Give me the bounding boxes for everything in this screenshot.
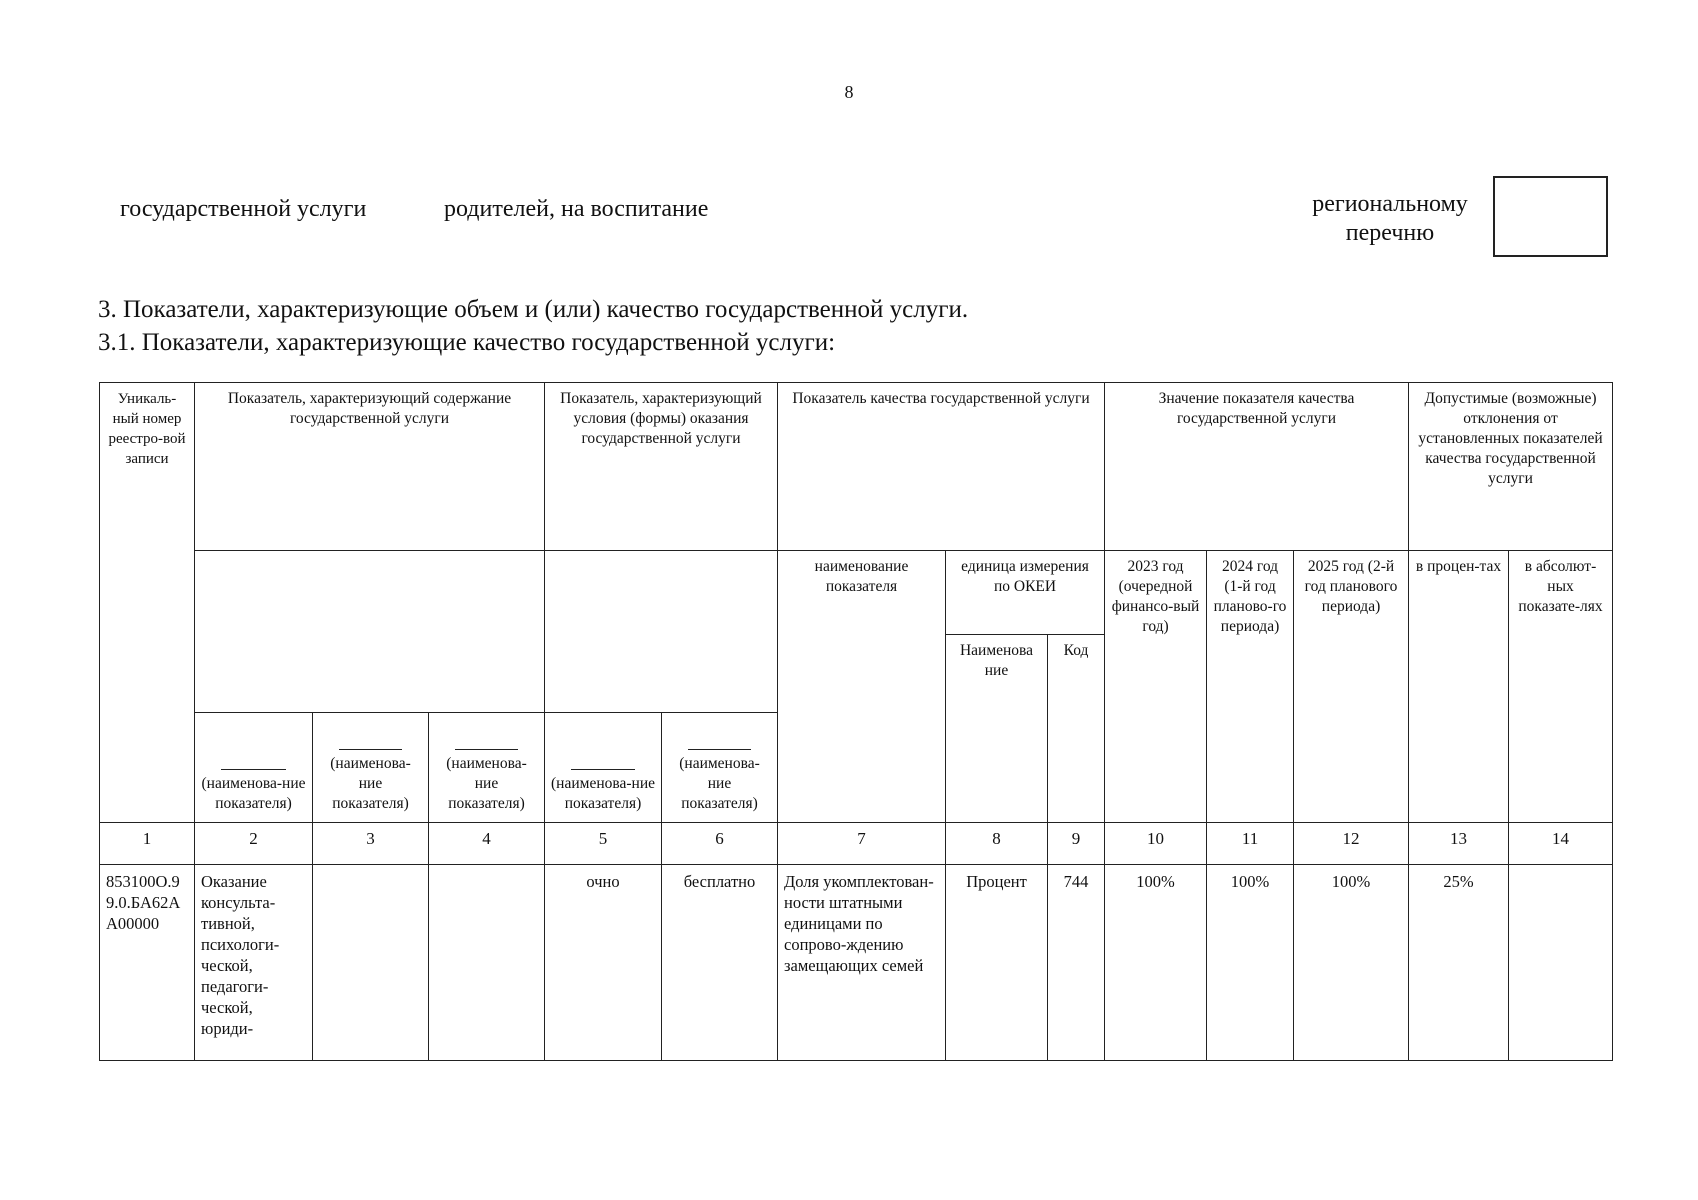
col-number: 7 <box>778 823 946 865</box>
header-content-indicator: Показатель, характеризующий содержание государственной услуги <box>195 383 545 551</box>
service-name-label: государственной услуги <box>120 196 367 222</box>
col-number: 3 <box>313 823 429 865</box>
col-number: 9 <box>1048 823 1105 865</box>
col-number: 1 <box>100 823 195 865</box>
header-deviation-percent: в процен-тах <box>1409 551 1509 823</box>
cell-indicator-name: Доля укомплектован-ности штатными единицами по сопрово-ждению замещающих семей <box>778 865 946 1061</box>
cell-deviation-percent: 25% <box>1409 865 1509 1061</box>
header-unique-number: Уникаль-ный номер реестро-вой записи <box>100 383 195 823</box>
header-year-2025: 2025 год (2-й год планового периода) <box>1294 551 1409 823</box>
col-number: 4 <box>429 823 545 865</box>
column-numbers-row <box>100 823 1613 865</box>
cell-unit-code: 744 <box>1048 865 1105 1061</box>
cell-registry-number: 853100О.99.0.БА62АА00000 <box>100 865 195 1061</box>
col-number: 14 <box>1509 823 1613 865</box>
col-number: 10 <box>1105 823 1207 865</box>
cell-payment: бесплатно <box>662 865 778 1061</box>
col-number: 12 <box>1294 823 1409 865</box>
sub-header-col4: (наименова-ние показателя) <box>429 713 545 823</box>
sub-header-col3: (наименова-ние показателя) <box>313 713 429 823</box>
regional-code-box[interactable] <box>1493 176 1608 257</box>
header-quality-indicator: Показатель качества государственной услуги <box>778 383 1105 551</box>
cell-unit-name: Процент <box>946 865 1048 1061</box>
header-year-2023: 2023 год (очередной финансо-вый год) <box>1105 551 1207 823</box>
col-number: 8 <box>946 823 1048 865</box>
sub-header-col6: (наименова-ние показателя) <box>662 713 778 823</box>
cell-form: очно <box>545 865 662 1061</box>
cell-deviation-absolute <box>1509 865 1613 1061</box>
section-heading-3: 3. Показатели, характеризующие объем и (или) качество государственной услуги. <box>98 296 969 323</box>
page-number: 8 <box>844 82 854 102</box>
cell-value-2023: 100% <box>1105 865 1207 1061</box>
cell-content-2 <box>313 865 429 1061</box>
service-name-value: родителей, на воспитание <box>444 196 709 222</box>
cell-content-3 <box>429 865 545 1061</box>
cell-service-content: Оказание консульта-тивной, психологи-ческой, педагоги-ческой, юриди- <box>195 865 313 1061</box>
col-number: 6 <box>662 823 778 865</box>
col-number: 5 <box>545 823 662 865</box>
header-deviation: Допустимые (возможные) отклонения от установленных показателей качества государственной услуги <box>1409 383 1613 551</box>
sub-header-col2: (наименова-ние показателя) <box>195 713 313 823</box>
col-number: 11 <box>1207 823 1294 865</box>
header-deviation-absolute: в абсолют-ных показате-лях <box>1509 551 1613 823</box>
header-unit-name: Наименова ние <box>946 635 1048 823</box>
regional-list-line2: перечню <box>1345 220 1435 246</box>
col-number: 2 <box>195 823 313 865</box>
cell-value-2024: 100% <box>1207 865 1294 1061</box>
header-unit: единица измерения по ОКЕИ <box>946 551 1105 635</box>
sub-header-col5: (наименова-ние показателя) <box>545 713 662 823</box>
cell-value-2025: 100% <box>1294 865 1409 1061</box>
header-year-2024: 2024 год (1-й год планово-го периода) <box>1207 551 1294 823</box>
regional-list-line1: региональному <box>1312 191 1468 217</box>
condition-indicator-blank <box>545 551 778 713</box>
header-condition-indicator: Показатель, характеризующий условия (формы) оказания государственной услуги <box>545 383 778 551</box>
section-heading-3-1: 3.1. Показатели, характеризующие качество государственной услуги: <box>98 329 836 356</box>
table-row <box>100 865 1613 1061</box>
regional-list-label <box>1290 190 1490 248</box>
quality-indicators-table <box>99 382 1613 1061</box>
col-number: 13 <box>1409 823 1509 865</box>
content-indicator-blank <box>195 551 545 713</box>
header-indicator-name: наименование показателя <box>778 551 946 823</box>
header-indicator-value: Значение показателя качества государственной услуги <box>1105 383 1409 551</box>
header-unit-code: Код <box>1048 635 1105 823</box>
